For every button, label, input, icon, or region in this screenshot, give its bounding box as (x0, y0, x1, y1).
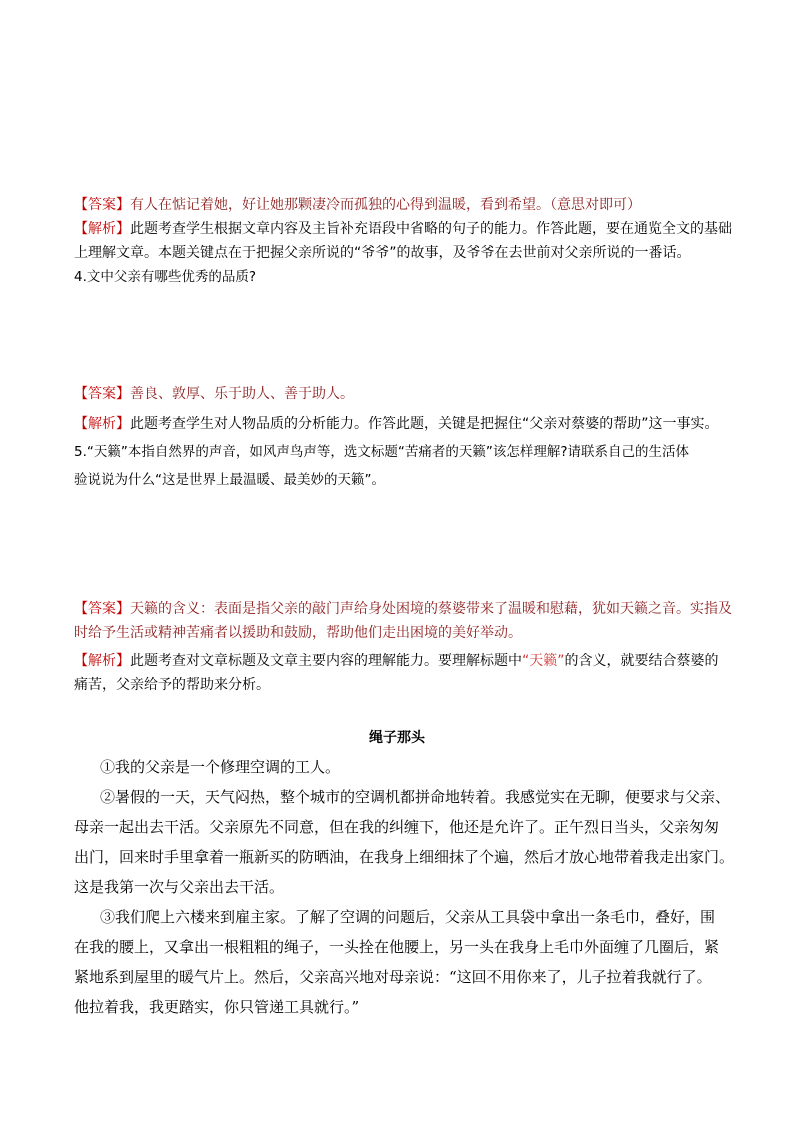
story-paragraph-2-line-2: 母亲一起出去干活。父亲原先不同意，但在我的纠缠下，他还是允许了。正午烈日当头，父亲匆匆 (74, 818, 720, 836)
answer-tag: 【答案】 (74, 197, 130, 213)
story-title: 绳子那头 (369, 730, 425, 746)
story-paragraph-3-line-2: 在我的腰上，又拿出一根粗粗的绳子，一头拴在他腰上，另一头在我身上毛巾外面缠了几圈后，紧 (74, 938, 720, 956)
answer-text: 善良、敦厚、乐于助人、善于助人。 (130, 386, 354, 402)
q3-answer (74, 193, 726, 217)
q4-section (74, 382, 726, 492)
story-paragraph-2-line-3: 出门，回来时手里拿着一瓶新买的防晒油，在我身上细细抹了个遍，然后才放心地带着我走出家门。 (74, 848, 735, 866)
analysis-text: 此题考查学生对人物品质的分析能力。作答此题，关键是把握住“父亲对蔡婆的帮助”这一事实。 (130, 416, 719, 432)
story-paragraph-3-line-1: ③我们爬上六楼来到雇主家。了解了空调的问题后，父亲从工具袋中拿出一条毛巾，叠好，围 (100, 908, 716, 926)
q5-answer-line-2: 时给予生活或精神苦痛者以援助和鼓励，帮助他们走出困境的美好举动。 (74, 625, 522, 641)
story-paragraph-3-line-4: 他拉着我，我更踏实，你只管递工具就行。” (74, 998, 360, 1016)
q4-analysis (74, 412, 726, 436)
q4-question: 4.文中父亲有哪些优秀的品质? (74, 269, 257, 285)
q4-answer (74, 382, 726, 406)
analysis-text-a: 此题考查对文章标题及文章主要内容的理解能力。要理解标题中 (130, 653, 522, 669)
answer-text: 有人在惦记着她，好让她那颗凄冷而孤独的心得到温暖，看到希望。（意思对即可） (130, 197, 641, 213)
q5-analysis-line-1 (74, 649, 726, 673)
q5-analysis-line-2: 痛苦，父亲给予的帮助来分析。 (74, 677, 270, 693)
q5-section (74, 597, 732, 697)
analysis-tag: 【解析】 (74, 653, 130, 669)
answer-text: 天籁的含义：表面是指父亲的敲门声给身处困境的蔡婆带来了温暖和慰藉，犹如天籁之音。实指及 (130, 601, 732, 617)
analysis-tag: 【解析】 (74, 416, 130, 432)
analysis-highlight: “天籁” (522, 653, 565, 669)
analysis-text-c: 的含义，就要结合蔡婆的 (564, 653, 719, 669)
story-paragraph-2-line-1: ②暑假的一天，天气闷热，整个城市的空调机都拼命地转着。我感觉实在无聊，便要求与父亲、 (100, 788, 731, 806)
story-paragraph-2-line-4: 这是我第一次与父亲出去干活。 (74, 878, 285, 896)
q5-question-line-1: 5.“天籁”本指自然界的声音，如风声鸟声等，选文标题“苦痛者的天籁”该怎样理解?请联系自己的生活体 (74, 444, 690, 460)
story-paragraph-3-line-3: 紧地系到屋里的暖气片上。然后，父亲高兴地对母亲说：“这回不用你来了，儿子拉着我就行了。 (74, 968, 712, 986)
answer-tag: 【答案】 (74, 601, 130, 617)
story-paragraph-1: ①我的父亲是一个修理空调的工人。 (100, 758, 341, 776)
q3-analysis-line-2: 上理解文章。本题关键点在于把握父亲所说的“爷爷”的故事，及爷爷在去世前对父亲所说的一番话。 (74, 245, 691, 261)
answer-tag: 【答案】 (74, 386, 130, 402)
q5-question-line-2: 验说说为什么“这是世界上最温暖、最美妙的天籁”。 (74, 472, 385, 488)
story-body (74, 752, 735, 1022)
q3-section (74, 193, 732, 289)
q5-answer-line-1 (74, 597, 732, 621)
analysis-text: 此题考查学生根据文章内容及主旨补充语段中省略的句子的能力。作答此题，要在通览全文的基础 (130, 221, 732, 237)
analysis-tag: 【解析】 (74, 221, 130, 237)
q3-analysis-line-1 (74, 217, 732, 241)
